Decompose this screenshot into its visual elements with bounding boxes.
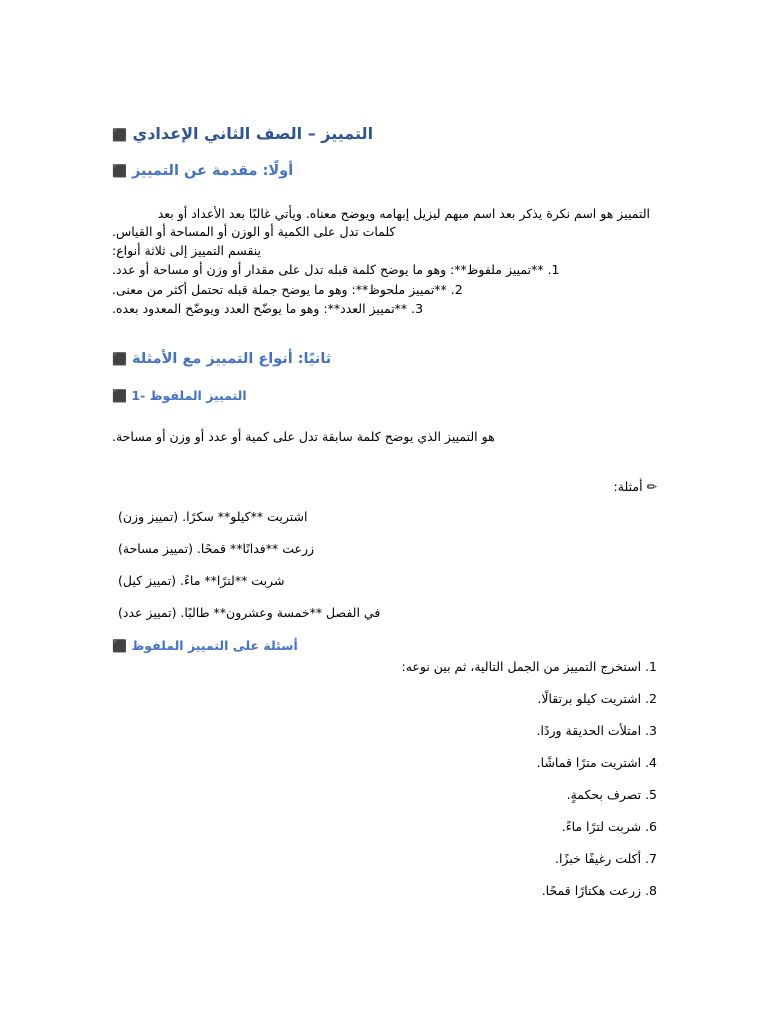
- document-title: [112, 124, 657, 143]
- question-item: 1. استخرج التمييز من الجمل التالية، ثم بين نوعه:: [401, 659, 657, 674]
- question-item: 5. تصرف بحكمةٍ.: [566, 787, 657, 802]
- sub1-heading: [112, 388, 657, 403]
- example-item: شربت **لترًا** ماءً. (تمييز كيل): [118, 573, 285, 588]
- question-item: 2. اشتريت كيلو برتقالًا.: [537, 691, 657, 706]
- section2-heading-text: ثانيًا: أنواع التمييز مع الأمثلة: [132, 351, 332, 367]
- examples-label: ✏ أمثلة:: [613, 479, 657, 494]
- box-icon: ⬛: [112, 352, 127, 366]
- box-icon: ⬛: [112, 128, 127, 142]
- title-text: التمييز – الصف الثاني الإعدادي: [132, 124, 374, 143]
- questions-heading-text: أسئلة على التمييز الملفوظ: [131, 638, 298, 653]
- type-item-2: 2. **تمييز ملحوظ**: وهو ما يوضح جملة قبله تحتمل أكثر من معنى.: [112, 282, 463, 297]
- question-item: 3. امتلأت الحديقة وردًا.: [536, 723, 657, 738]
- section1-heading-text: أولًا: مقدمة عن التمييز: [132, 163, 294, 179]
- intro-line-1: التمييز هو اسم نكرة يذكر بعد اسم مبهم ليزيل إبهامه ويوضح معناه. ويأتي غالبًا بعد الأعداد أو بعد: [157, 206, 650, 221]
- box-icon: ⬛: [112, 164, 127, 178]
- type-item-3: 3. **تمييز العدد**: وهو ما يوضّح العدد ويوضّح المعدود بعده.: [112, 301, 424, 316]
- questions-heading: [112, 638, 657, 653]
- box-icon: ⬛: [112, 639, 127, 653]
- question-item: 6. شربت لترًا ماءً.: [561, 819, 657, 834]
- type-item-1: 1. **تمييز ملفوظ**: وهو ما يوضح كلمة قبله تدل على مقدار أو وزن أو مساحة أو عدد.: [112, 262, 560, 277]
- section1-heading: [112, 163, 657, 179]
- sub1-heading-text: 1- التمييز الملفوظ: [131, 388, 247, 403]
- example-item: اشتريت **كيلو** سكرًا. (تمييز وزن): [118, 509, 308, 524]
- sub1-definition: هو التمييز الذي يوضح كلمة سابقة تدل على كمية أو عدد أو وزن أو مساحة.: [112, 429, 495, 444]
- example-item: في الفصل **خمسة وعشرون** طالبًا. (تمييز عدد): [118, 605, 381, 620]
- example-item: زرعت **فدانًا** قمحًا. (تمييز مساحة): [118, 541, 315, 556]
- box-icon: ⬛: [112, 389, 127, 403]
- question-item: 4. اشتريت مترًا قماشًا.: [536, 755, 657, 770]
- intro-line-2: كلمات تدل على الكمية أو الوزن أو المساحة أو القياس.: [112, 224, 396, 239]
- intro-line-3: ينقسم التمييز إلى ثلاثة أنواع:: [112, 243, 262, 258]
- question-item: 8. زرعت هكتارًا قمحًا.: [541, 883, 657, 898]
- section2-heading: [112, 351, 657, 367]
- question-item: 7. أكلت رغيفًا خبزًا.: [554, 851, 657, 866]
